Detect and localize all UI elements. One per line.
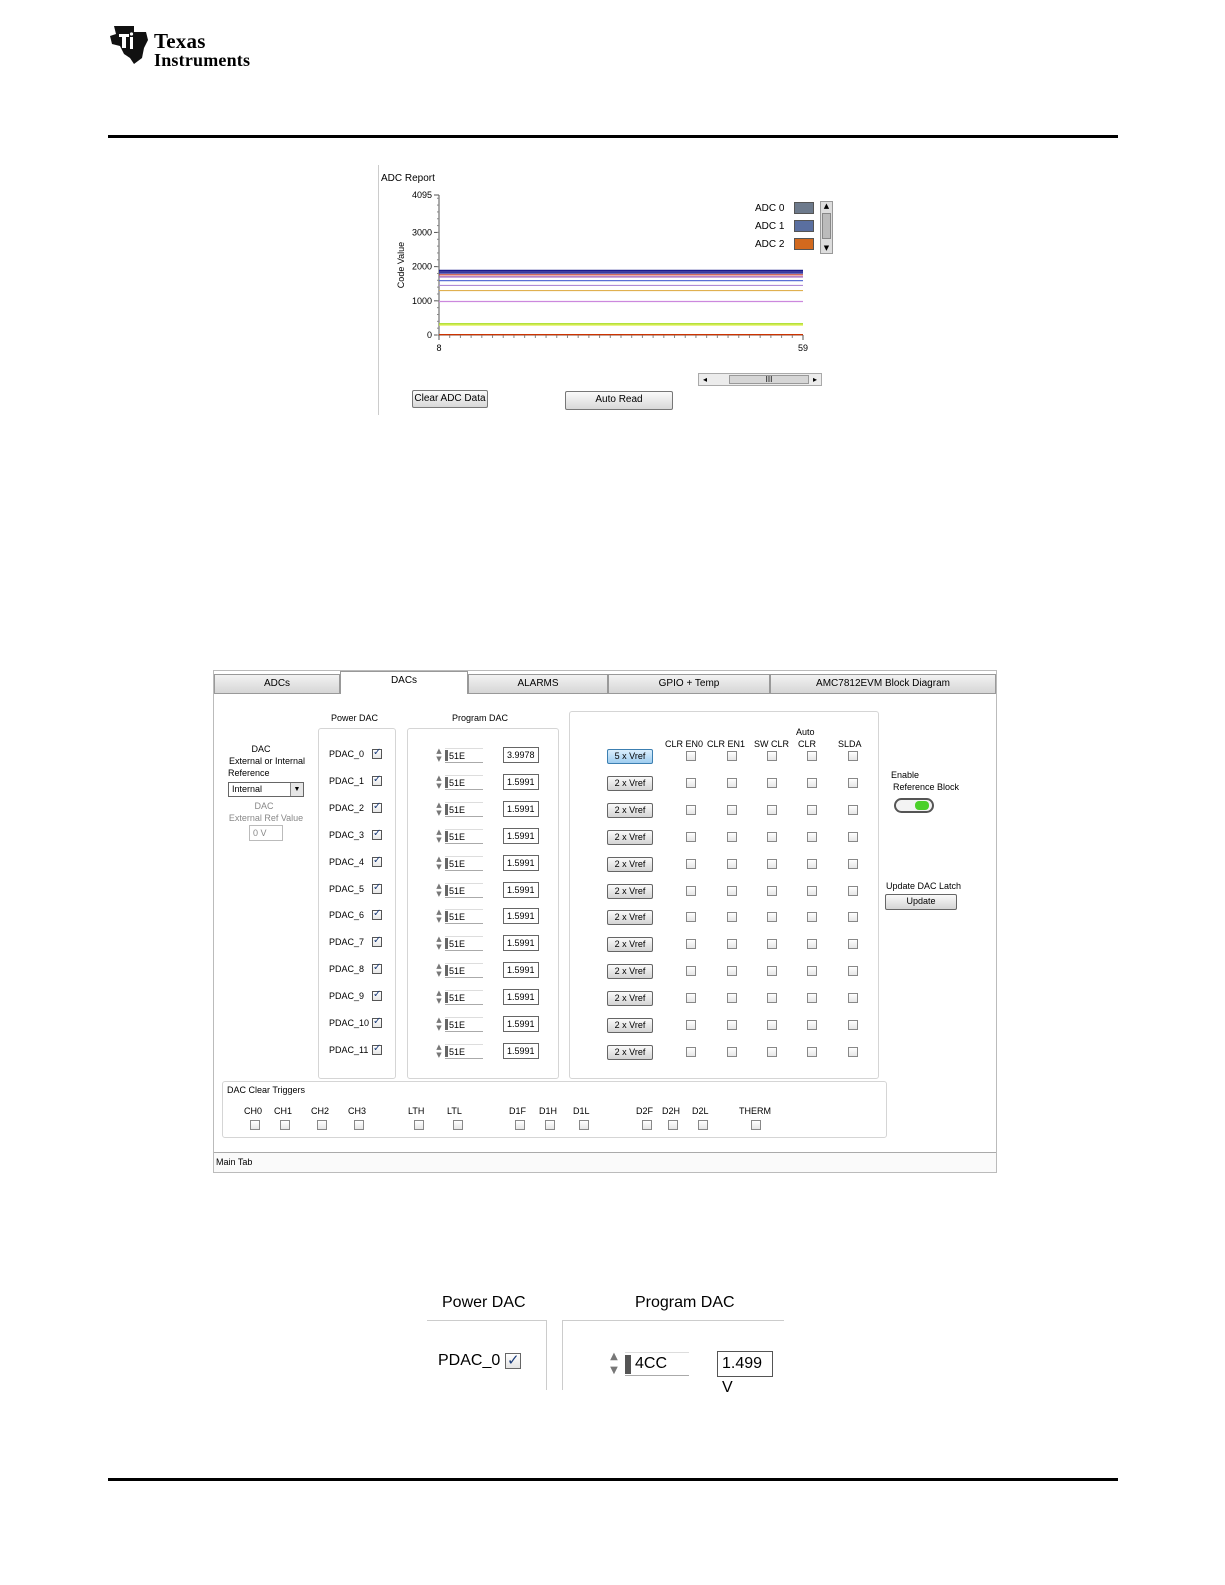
trigger-checkbox-ltl[interactable] [453, 1120, 463, 1130]
auto-clr-checkbox[interactable] [807, 993, 817, 1003]
power-dac-checkbox[interactable] [372, 964, 382, 974]
clr-en1-checkbox[interactable] [727, 966, 737, 976]
ti-state-icon [108, 24, 152, 66]
spinner-arrows-icon[interactable]: ▲ ▼ [436, 1043, 442, 1059]
logo-text-line1: Texas [154, 29, 206, 53]
clr-en1-checkbox[interactable] [727, 832, 737, 842]
dac-code-spinner[interactable] [434, 774, 484, 791]
program-dac-title: Program DAC [452, 713, 509, 723]
spinner-arrows-icon[interactable]: ▲ ▼ [436, 908, 442, 924]
spinner-arrows-icon[interactable]: ▲ ▼ [436, 989, 442, 1005]
clr-en1-checkbox[interactable] [727, 1020, 737, 1030]
sw-clr-checkbox[interactable] [767, 1047, 777, 1057]
dac-code-field[interactable]: 51E [445, 963, 483, 978]
legend-scroll-thumb[interactable] [822, 213, 831, 239]
clear-triggers-title: DAC Clear Triggers [227, 1085, 306, 1095]
power-dac-checkbox[interactable] [372, 1018, 382, 1028]
range-button[interactable]: 2 x Vref [607, 991, 653, 1006]
tab-gpio-temp[interactable]: GPIO + Temp [608, 674, 770, 694]
scroll-left-icon[interactable]: ◂ [703, 375, 708, 384]
dac-code-spinner[interactable] [434, 989, 484, 1006]
dac-code-field[interactable]: 51E [445, 1017, 483, 1032]
col-auto-clr-2: CLR [798, 739, 817, 749]
adc-report-title: ADC Report [381, 173, 435, 184]
sw-clr-checkbox[interactable] [767, 966, 777, 976]
legend-scrollbar[interactable] [820, 201, 833, 254]
pdac-label: PDAC_7 [329, 937, 365, 947]
clr-en1-checkbox[interactable] [727, 1047, 737, 1057]
zoom-program-dac-title: Program DAC [635, 1294, 735, 1311]
slda-checkbox[interactable] [848, 966, 858, 976]
zoom-detail [425, 1290, 795, 1400]
dac-value-field[interactable]: 1.5991 [503, 774, 539, 790]
slda-checkbox[interactable] [848, 859, 858, 869]
tab-alarms[interactable]: ALARMS [468, 674, 608, 694]
dac-value-field[interactable]: 1.5991 [503, 882, 539, 898]
clr-en1-checkbox[interactable] [727, 778, 737, 788]
scroll-up-icon[interactable]: ▲ [823, 202, 830, 210]
adc-report-panel [378, 165, 838, 415]
dac-code-spinner[interactable] [434, 935, 484, 952]
trigger-checkbox-d2h[interactable] [668, 1120, 678, 1130]
legend-adc2: ADC 2 [755, 239, 785, 250]
chart-hscrollbar[interactable] [698, 373, 822, 386]
sw-clr-checkbox[interactable] [767, 832, 777, 842]
trigger-checkbox-ch3[interactable] [354, 1120, 364, 1130]
dac-value-field[interactable]: 1.5991 [503, 989, 539, 1005]
clr-en0-checkbox[interactable] [686, 859, 696, 869]
clr-en0-checkbox[interactable] [686, 1047, 696, 1057]
range-button[interactable]: 2 x Vref [607, 1045, 653, 1060]
clr-en1-checkbox[interactable] [727, 886, 737, 896]
y-tick-label-4: 4095 [411, 190, 432, 200]
legend-swatch-adc1[interactable] [794, 220, 814, 232]
clr-en0-checkbox[interactable] [686, 939, 696, 949]
auto-clr-checkbox[interactable] [807, 886, 817, 896]
slda-checkbox[interactable] [848, 832, 858, 842]
dac-code-field[interactable]: 51E [445, 1044, 483, 1059]
reference-select-value: Internal [232, 784, 263, 794]
spinner-arrows-icon[interactable]: ▲ ▼ [436, 935, 442, 951]
dac-code-spinner[interactable] [434, 1016, 484, 1033]
clr-en0-checkbox[interactable] [686, 886, 696, 896]
zoom-pdac-checkbox[interactable] [505, 1353, 521, 1369]
pdac-label: PDAC_5 [329, 884, 365, 894]
tab-adcs[interactable]: ADCs [214, 674, 340, 694]
sw-clr-checkbox[interactable] [767, 751, 777, 761]
dac-value-field[interactable]: 1.5991 [503, 855, 539, 871]
x-tick-label-0: 8 [436, 343, 442, 353]
power-dac-title: Power DAC [331, 713, 379, 723]
trigger-label: CH3 [348, 1106, 367, 1116]
legend-swatch-adc2[interactable] [794, 238, 814, 250]
range-button[interactable]: 2 x Vref [607, 937, 653, 952]
auto-read-button[interactable]: Auto Read [565, 391, 673, 410]
pdac-label: PDAC_11 [329, 1045, 369, 1055]
pdac-label: PDAC_0 [329, 749, 365, 759]
pdac-label: PDAC_10 [329, 1018, 370, 1028]
dac-code-field[interactable]: 51E [445, 883, 483, 898]
clr-en0-checkbox[interactable] [686, 912, 696, 922]
dac-code-field[interactable]: 51E [445, 802, 483, 817]
trigger-checkbox-ch0[interactable] [250, 1120, 260, 1130]
pdac-label: PDAC_6 [329, 910, 365, 920]
spinner-arrows-icon[interactable]: ▲ ▼ [436, 747, 442, 763]
spinner-arrows-icon[interactable]: ▲ ▼ [436, 1016, 442, 1032]
dac-value-field[interactable]: 1.5991 [503, 935, 539, 951]
y-tick-label-1: 1000 [411, 295, 432, 306]
sw-clr-checkbox[interactable] [767, 939, 777, 949]
slda-checkbox[interactable] [848, 751, 858, 761]
update-latch-label: Update DAC Latch [886, 881, 962, 891]
trigger-checkbox-lth[interactable] [414, 1120, 424, 1130]
pdac-label: PDAC_4 [329, 857, 365, 867]
trigger-checkbox-ch1[interactable] [280, 1120, 290, 1130]
legend-adc0: ADC 0 [755, 203, 785, 214]
slda-checkbox[interactable] [848, 1020, 858, 1030]
legend-swatch-adc0[interactable] [794, 202, 814, 214]
spinner-arrows-icon[interactable]: ▲ ▼ [436, 801, 442, 817]
spinner-arrows-icon[interactable]: ▲ ▼ [436, 828, 442, 844]
pdac-label: PDAC_8 [329, 964, 365, 974]
y-tick-label-0: 0 [426, 330, 432, 340]
auto-clr-checkbox[interactable] [807, 805, 817, 815]
dac-code-spinner[interactable] [434, 828, 484, 845]
status-bar: Main Tab [214, 1152, 996, 1172]
ext-ref-label1: DAC [254, 801, 274, 811]
col-auto-clr-1: Auto [796, 727, 815, 737]
dac-code-spinner[interactable] [434, 801, 484, 818]
clr-en1-checkbox[interactable] [727, 859, 737, 869]
clr-en1-checkbox[interactable] [727, 805, 737, 815]
power-dac-checkbox[interactable] [372, 991, 382, 1001]
slda-checkbox[interactable] [848, 912, 858, 922]
range-button[interactable]: 2 x Vref [607, 910, 653, 925]
trigger-checkbox-d2f[interactable] [642, 1120, 652, 1130]
dac-code-field[interactable]: 51E [445, 936, 483, 951]
ref-title2: External or Internal [228, 756, 306, 766]
pdac-label: PDAC_1 [329, 776, 365, 786]
dac-value-field[interactable]: 1.5991 [503, 962, 539, 978]
trigger-checkbox-ch2[interactable] [317, 1120, 327, 1130]
slda-checkbox[interactable] [848, 778, 858, 788]
dac-value-field[interactable]: 1.5991 [503, 908, 539, 924]
sw-clr-checkbox[interactable] [767, 993, 777, 1003]
enable-reference-toggle[interactable] [894, 798, 934, 813]
trigger-label: D1H [539, 1106, 558, 1116]
dac-code-spinner[interactable] [434, 855, 484, 872]
trigger-label: CH0 [244, 1106, 263, 1116]
clr-en0-checkbox[interactable] [686, 1020, 696, 1030]
power-dac-checkbox[interactable] [372, 937, 382, 947]
auto-clr-checkbox[interactable] [807, 859, 817, 869]
y-axis-label: Code Value [396, 241, 406, 289]
clear-adc-data-button[interactable]: Clear ADC Data [412, 390, 488, 408]
scroll-down-icon[interactable]: ▼ [823, 244, 830, 252]
logo-text-line2: Instruments [154, 50, 251, 70]
sw-clr-checkbox[interactable] [767, 859, 777, 869]
col-clr-en1: CLR EN1 [707, 739, 746, 749]
clr-en0-checkbox[interactable] [686, 966, 696, 976]
clr-en0-checkbox[interactable] [686, 993, 696, 1003]
dac-value-field[interactable]: 1.5991 [503, 828, 539, 844]
range-button[interactable]: 2 x Vref [607, 884, 653, 899]
auto-clr-checkbox[interactable] [807, 1020, 817, 1030]
legend-adc1: ADC 1 [755, 221, 785, 232]
trigger-label: D1L [573, 1106, 590, 1116]
auto-clr-checkbox[interactable] [807, 939, 817, 949]
auto-clr-checkbox[interactable] [807, 778, 817, 788]
clr-en0-checkbox[interactable] [686, 832, 696, 842]
range-button[interactable]: 2 x Vref [607, 964, 653, 979]
slda-checkbox[interactable] [848, 805, 858, 815]
power-dac-checkbox[interactable] [372, 884, 382, 894]
power-dac-checkbox[interactable] [372, 857, 382, 867]
power-dac-checkbox[interactable] [372, 776, 382, 786]
y-tick-label-2: 2000 [411, 261, 432, 272]
spinner-arrows-icon[interactable]: ▲ ▼ [436, 962, 442, 978]
clr-en1-checkbox[interactable] [727, 751, 737, 761]
sw-clr-checkbox[interactable] [767, 912, 777, 922]
dac-value-field[interactable]: 1.5991 [503, 1043, 539, 1059]
ref-title3: Reference [228, 768, 270, 778]
spinner-arrows-icon[interactable]: ▲ ▼ [610, 1351, 618, 1376]
dac-code-spinner[interactable] [434, 1043, 484, 1060]
trigger-label: D2H [662, 1106, 681, 1116]
trigger-checkbox-therm[interactable] [751, 1120, 761, 1130]
reference-select[interactable] [228, 782, 304, 797]
enable-ref-label1: Enable [891, 770, 920, 780]
x-tick-label-1: 59 [797, 343, 809, 353]
toggle-led-icon [915, 801, 929, 810]
header-rule [108, 135, 1118, 138]
trigger-label: D1F [509, 1106, 527, 1116]
power-dac-checkbox[interactable] [372, 803, 382, 813]
dac-code-field[interactable]: 51E [445, 990, 483, 1005]
power-dac-checkbox[interactable] [372, 830, 382, 840]
sw-clr-checkbox[interactable] [767, 886, 777, 896]
dac-value-field[interactable]: 1.5991 [503, 801, 539, 817]
hscroll-thumb[interactable]: III [729, 375, 809, 384]
main-tab-panel [213, 670, 997, 1173]
ti-logo [108, 24, 298, 72]
footer-rule [108, 1478, 1118, 1481]
enable-ref-label2: Reference Block [893, 782, 960, 792]
sw-clr-checkbox[interactable] [767, 805, 777, 815]
spinner-arrows-icon[interactable]: ▲ ▼ [436, 855, 442, 871]
ext-ref-value[interactable]: 0 V [249, 825, 283, 841]
range-button[interactable]: 2 x Vref [607, 803, 653, 818]
range-button[interactable]: 2 x Vref [607, 1018, 653, 1033]
trigger-label: LTL [447, 1106, 462, 1116]
dac-code-field[interactable]: 51E [445, 748, 483, 763]
power-dac-checkbox[interactable] [372, 749, 382, 759]
power-dac-checkbox[interactable] [372, 910, 382, 920]
sw-clr-checkbox[interactable] [767, 1020, 777, 1030]
power-dac-checkbox[interactable] [372, 1045, 382, 1055]
clr-en0-checkbox[interactable] [686, 805, 696, 815]
zoom-code-spinner[interactable] [605, 1350, 689, 1378]
dac-code-field[interactable]: 51E [445, 856, 483, 871]
y-tick-label-3: 3000 [411, 227, 432, 238]
auto-clr-checkbox[interactable] [807, 1047, 817, 1057]
pdac-label: PDAC_2 [329, 803, 365, 813]
range-button[interactable]: 2 x Vref [607, 857, 653, 872]
trigger-label: D2F [636, 1106, 654, 1116]
spinner-arrows-icon[interactable]: ▲ ▼ [436, 882, 442, 898]
auto-clr-checkbox[interactable] [807, 832, 817, 842]
dac-code-field[interactable]: 51E [445, 909, 483, 924]
chevron-down-icon[interactable]: ▼ [290, 783, 303, 796]
clr-en1-checkbox[interactable] [727, 939, 737, 949]
auto-clr-checkbox[interactable] [807, 751, 817, 761]
dac-value-field[interactable]: 1.5991 [503, 1016, 539, 1032]
pdac-label: PDAC_3 [329, 830, 365, 840]
col-sw-clr: SW CLR [754, 739, 790, 749]
slda-checkbox[interactable] [848, 939, 858, 949]
slda-checkbox[interactable] [848, 1047, 858, 1057]
trigger-label: CH1 [274, 1106, 293, 1116]
tab-dacs[interactable]: DACs [340, 671, 468, 694]
trigger-checkbox-d2l[interactable] [698, 1120, 708, 1130]
ext-ref-label2: External Ref Value [228, 813, 304, 823]
clr-en0-checkbox[interactable] [686, 778, 696, 788]
trigger-label: THERM [739, 1106, 771, 1116]
trigger-checkbox-d1f[interactable] [515, 1120, 525, 1130]
dac-code-spinner[interactable] [434, 962, 484, 979]
tab-block-diagram[interactable]: AMC7812EVM Block Diagram [770, 674, 996, 694]
dac-code-spinner[interactable] [434, 882, 484, 899]
trigger-checkbox-d1l[interactable] [579, 1120, 589, 1130]
range-button[interactable]: 5 x Vref [607, 749, 653, 764]
dac-code-spinner[interactable] [434, 908, 484, 925]
range-button[interactable]: 2 x Vref [607, 830, 653, 845]
zoom-pdac-label: PDAC_0 [438, 1352, 501, 1369]
col-clr-en0: CLR EN0 [665, 739, 704, 749]
dac-value-field[interactable]: 3.9978 [503, 747, 539, 763]
pdac-label: PDAC_9 [329, 991, 365, 1001]
trigger-checkbox-d1h[interactable] [545, 1120, 555, 1130]
spinner-arrows-icon[interactable]: ▲ ▼ [436, 774, 442, 790]
clr-en0-checkbox[interactable] [686, 751, 696, 761]
dac-code-field[interactable]: 51E [445, 775, 483, 790]
clr-en1-checkbox[interactable] [727, 993, 737, 1003]
zoom-code-field[interactable]: 4CC [625, 1352, 689, 1376]
slda-checkbox[interactable] [848, 993, 858, 1003]
slda-checkbox[interactable] [848, 886, 858, 896]
dac-code-field[interactable]: 51E [445, 829, 483, 844]
clr-en1-checkbox[interactable] [727, 912, 737, 922]
adc-chart [379, 165, 839, 365]
zoom-power-dac-title: Power DAC [442, 1294, 526, 1311]
trigger-label: CH2 [311, 1106, 330, 1116]
trigger-label: LTH [408, 1106, 425, 1116]
sw-clr-checkbox[interactable] [767, 778, 777, 788]
range-button[interactable]: 2 x Vref [607, 776, 653, 791]
auto-clr-checkbox[interactable] [807, 912, 817, 922]
col-slda: SLDA [838, 739, 862, 749]
scroll-right-icon[interactable]: ▸ [812, 375, 817, 384]
auto-clr-checkbox[interactable] [807, 966, 817, 976]
update-button[interactable]: Update [885, 894, 957, 910]
trigger-label: D2L [692, 1106, 709, 1116]
zoom-value-field[interactable]: 1.499 V [717, 1351, 773, 1377]
ref-title: DAC [251, 744, 271, 754]
dac-code-spinner[interactable] [434, 747, 484, 764]
